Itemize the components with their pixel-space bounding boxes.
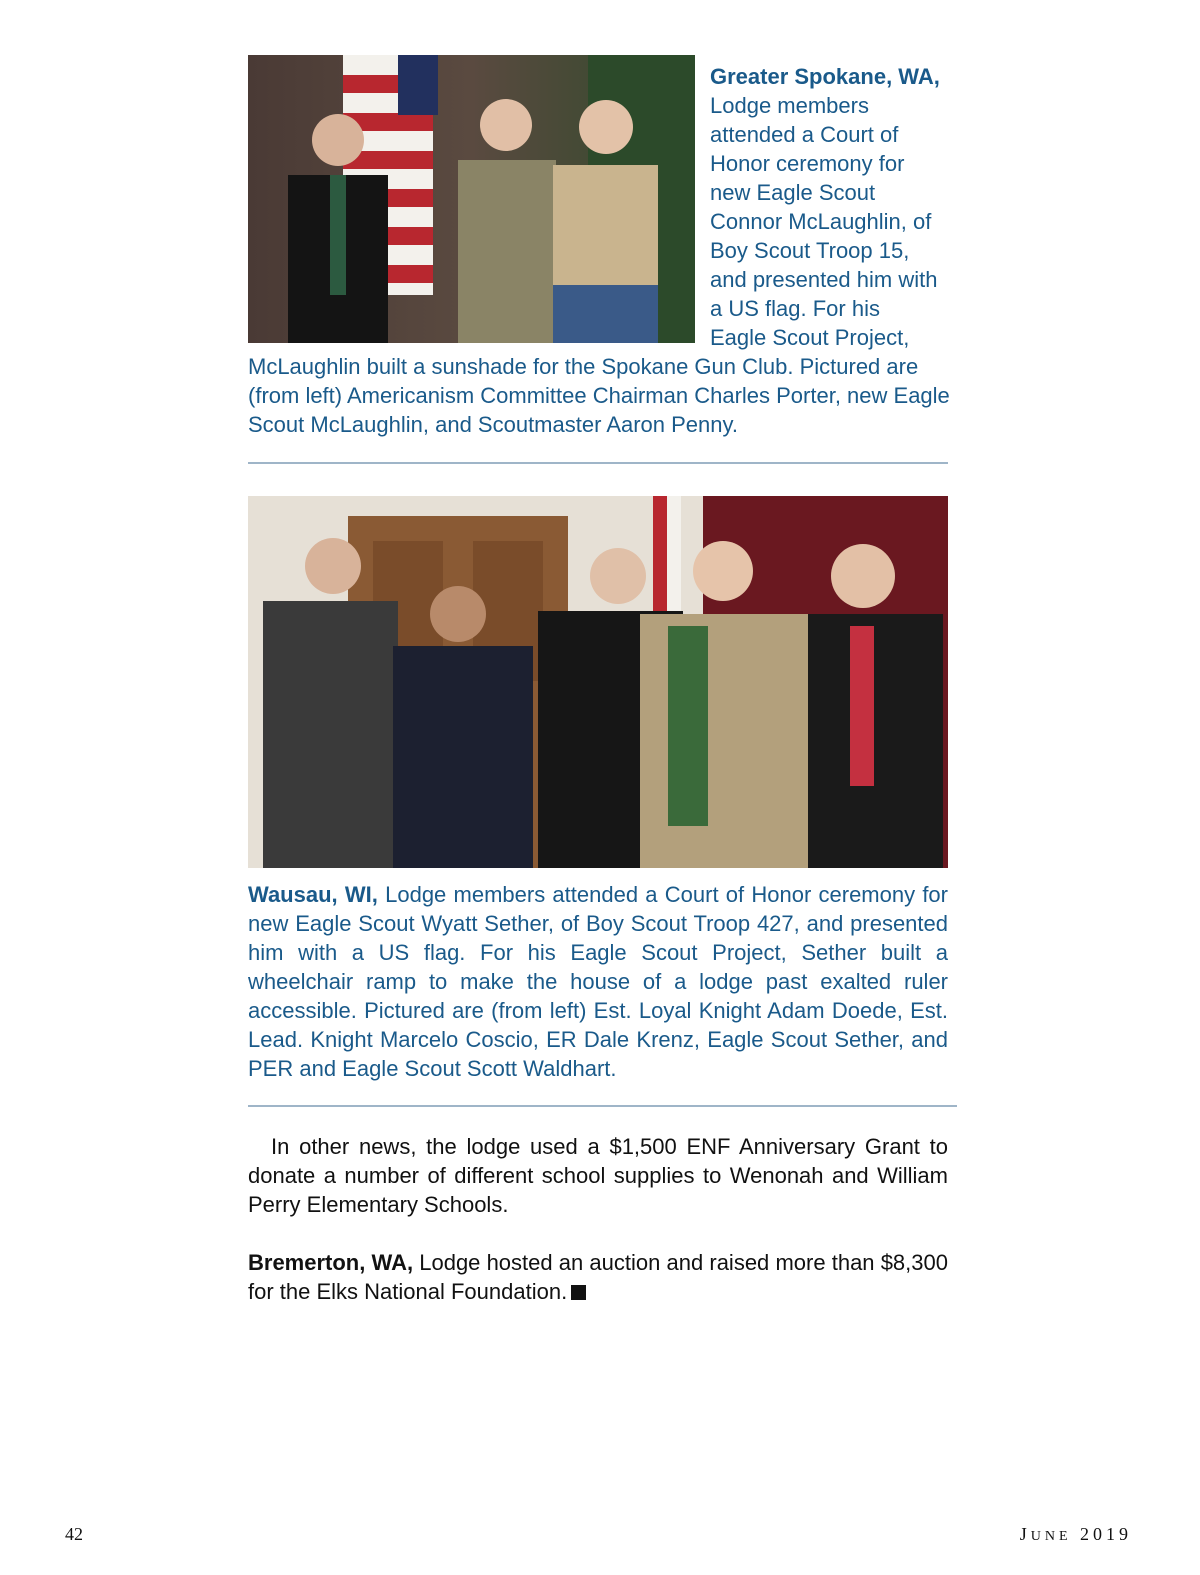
caption-greater-spokane-side <box>710 62 960 352</box>
paragraph-text: Lodge hosted an auction and raised more than $8,300 for the Elks National Foundation. <box>248 1250 948 1304</box>
photo-greater-spokane <box>248 55 695 343</box>
photo-wausau <box>248 496 948 868</box>
caption-wausau <box>248 880 948 1083</box>
issue-date <box>1020 1524 1132 1545</box>
caption-line: a US flag. For his <box>710 296 880 321</box>
caption-line: attended a Court of <box>710 122 899 147</box>
caption-line: Connor McLaughlin, of <box>710 209 932 234</box>
caption-line: new Eagle Scout <box>710 180 876 205</box>
issue-year: 2019 <box>1080 1524 1132 1544</box>
lodge-name-bremerton: Bremerton, WA, <box>248 1250 414 1275</box>
caption-text: Lodge members attended a Court of Honor ceremony for new Eagle Scout Wyatt Sether, of Boy Scout Troop 427, and presented him with a US flag. For his Eagle Scout Project, Sether built a wheelchair ramp to make the house of a lodge past exalted ruler accessible. Pictured are (from left) Est. Loyal Knight Adam Doede, Est. Lead. Knight Marcelo Coscio, ER Dale Krenz, Eagle Scout Sether, and PER and Eagle Scout Scott Waldhart. <box>248 882 948 1081</box>
issue-month-rest: UNE <box>1030 1529 1072 1544</box>
caption-line: Eagle Scout Project, <box>710 325 910 350</box>
caption-line: Boy Scout Troop 15, <box>710 238 910 263</box>
caption-line: Lodge members <box>710 93 869 118</box>
caption-line: and presented him with <box>710 267 938 292</box>
caption-greater-spokane-bottom: McLaughlin built a sunshade for the Spokane Gun Club. Pictured are (from left) Americanism Committee Chairman Charles Porter, new Eagle Scout McLaughlin, and Scoutmaster Aaron Penny. <box>248 354 950 437</box>
caption-line: Honor ceremony for <box>710 151 905 176</box>
end-of-article-square-icon <box>571 1285 586 1300</box>
lodge-name-wausau: Wausau, WI, <box>248 882 378 907</box>
section-divider <box>248 462 948 464</box>
paragraph-text: In other news, the lodge used a $1,500 ENF Anniversary Grant to donate a number of different school supplies to Wenonah and William Perry Elementary Schools. <box>248 1134 948 1217</box>
page-number: 42 <box>65 1524 83 1544</box>
issue-month-initial: J <box>1019 1524 1031 1544</box>
body-paragraph-school-supplies <box>248 1132 948 1219</box>
section-divider <box>248 1105 957 1107</box>
body-paragraph-bremerton <box>248 1248 948 1306</box>
lodge-name-greater-spokane: Greater Spokane, WA, <box>710 64 940 89</box>
